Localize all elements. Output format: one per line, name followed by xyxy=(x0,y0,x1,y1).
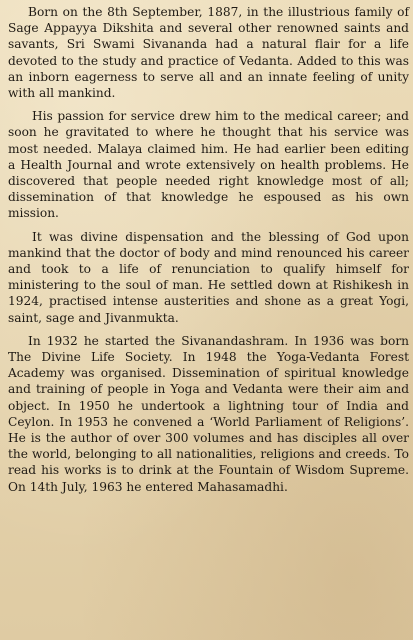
paragraph-4: In 1932 he started the Sivanandashram. In 1936 was born The Divine Life Society. In 1948 the Yoga-Vedanta Forest Academy was organised. Dissemination of spiritual knowledge and training of people in Yoga and Vedanta were their aim and object. In 1950 he undertook a lightning tour of India and Ceylon. In 1953 he convened a ‘World Parliament of Religions’. He is the author of over 300 volumes and has disciples all over the world, belonging to all nationalities, religions and creeds. To read his works is to drink at the Fountain of Wisdom Supreme. On 14th July, 1963 he entered Mahasamadhi. xyxy=(8,333,409,494)
paragraph-3: It was divine dispensation and the blessing of God upon mankind that the doctor of body and mind renounced his career and took to a life of renunciation to qualify himself for ministering to the soul of man. He settled down at Rishikesh in 1924, practised intense austerities and shone as a great Yogi, saint, sage and Jivanmukta. xyxy=(8,229,409,325)
paragraph-1: Born on the 8th September, 1887, in the illustrious family of Sage Appayya Dikshita and several other renowned saints and savants, Sri Swami Sivananda had a natural flair for a life devoted to the study and practice of Vedanta. Added to this was an inborn eagerness to serve all and an innate feeling of unity with all mankind. xyxy=(8,5,409,101)
paragraph-2: His passion for service drew him to the medical career; and soon he gravitated to where he thought that his service was most needed. Malaya claimed him. He had earlier been editing a Health Journal and wrote extensively on health problems. He discovered that people needed right knowledge most of all; dissemination of that knowledge he espoused as his own mission. xyxy=(8,109,409,221)
biography-text xyxy=(8,4,409,495)
